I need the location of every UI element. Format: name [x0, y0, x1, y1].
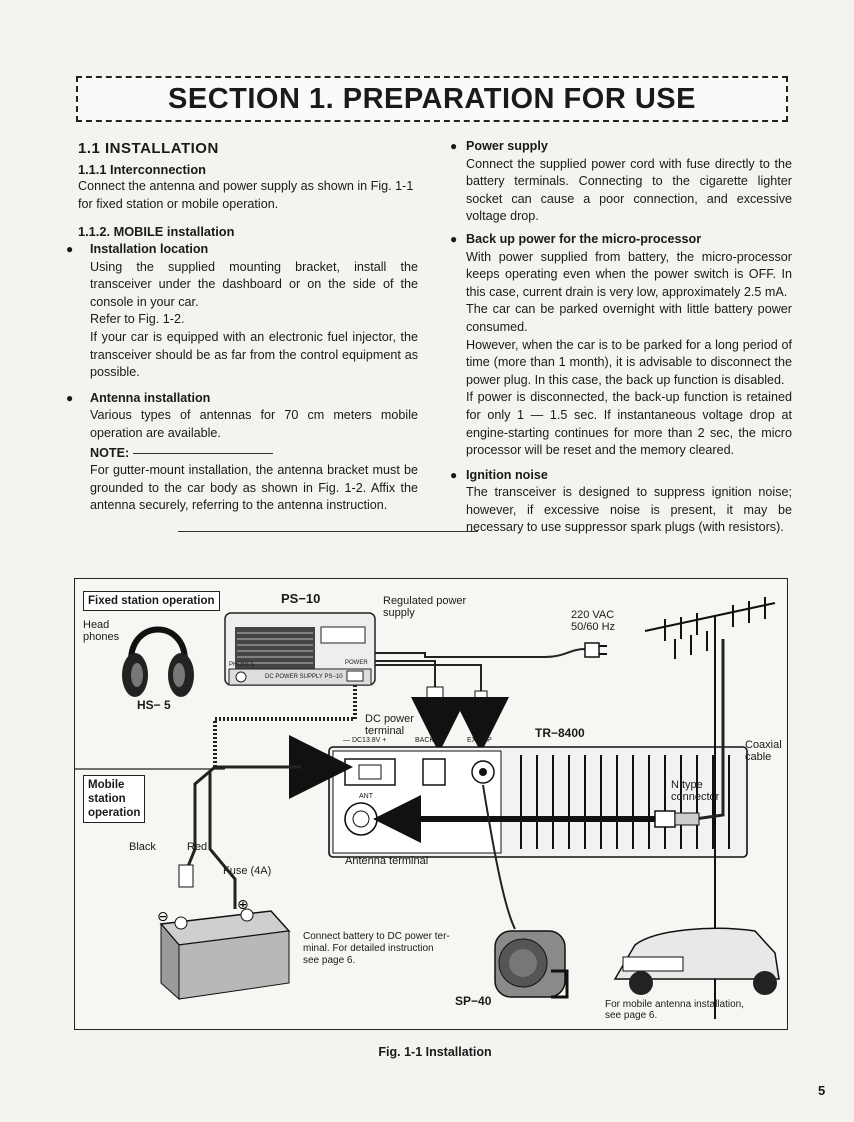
tr8400-label: TR−8400	[535, 726, 585, 740]
interconnection-text: Connect the antenna and power supply as shown in Fig. 1-1 for fixed station or mobile operation.	[78, 179, 414, 211]
subsection-interconnection: 1.1.1 Interconnection	[78, 161, 207, 177]
fuse-label: Fuse (4A)	[223, 865, 272, 877]
panel-extsp-label: EXT SP	[467, 737, 492, 744]
antenna-para-1: Various types of antennas for 70 cm meters mobile operation are available.	[90, 408, 418, 440]
n-type-connector-icon	[655, 811, 675, 827]
page-number: 5	[818, 1083, 826, 1098]
mobile-antenna-note-1: For mobile antenna installation,	[605, 999, 744, 1010]
connect-note-2: minal. For detailed instruction	[303, 943, 434, 954]
left-column	[66, 140, 418, 532]
section-heading: 1.1 INSTALLATION	[78, 140, 219, 157]
location-para-2: Refer to Fig. 1-2.	[90, 312, 185, 327]
location-para-1: Using the supplied mounting bracket, install the transceiver under the dashboard or on the side of the console in your car.	[90, 259, 418, 309]
ps-phones-label: PHONES	[229, 662, 255, 668]
backup-power-heading: Back up power for the micro-processor	[466, 231, 702, 246]
vac-label-1: 220 VAC	[571, 609, 615, 621]
power-supply-heading: Power supply	[466, 139, 548, 153]
bullet-icon: ●	[450, 231, 458, 246]
panel-dc-label: — DC13.8V +	[343, 737, 387, 744]
section-title: SECTION 1. PREPARATION FOR USE	[168, 82, 696, 115]
svg-text:⊕: ⊕	[237, 897, 249, 913]
antenna-terminal-label: Antenna terminal	[345, 855, 429, 867]
vac-label-2: 50/60 Hz	[571, 621, 616, 633]
mobile-antenna-note-2: see page 6.	[605, 1010, 658, 1021]
ignition-noise-text: The transceiver is designed to suppress ignition noise; however, if excessive noise is present, it may be necessary to use suppressor spark plugs (with resistors).	[466, 485, 792, 535]
panel-backup-label: BACK UP	[415, 737, 446, 744]
note-line	[78, 445, 418, 463]
right-column	[450, 138, 792, 537]
backup-para-4: If power is disconnected, the back-up function is retained for only 1 — 1.5 sec. If instantaneous voltage drop at engine-starting continues for more than 2 sec, the micro processor will be reset and the memory cleared.	[466, 390, 792, 458]
coaxial-label-2: cable	[745, 751, 772, 763]
ignition-noise-heading: Ignition noise	[466, 467, 548, 482]
ntype-label-2: connector	[671, 791, 720, 803]
mobile-box-line-2: station	[88, 793, 126, 805]
antenna-installation-heading: Antenna installation	[90, 390, 211, 405]
dc-power-label-2: terminal	[365, 725, 405, 737]
note-label: NOTE:	[90, 445, 130, 460]
dc-power-label-1: DC power	[365, 713, 414, 725]
backup-para-2: The car can be parked overnight with little battery power consumed.	[466, 302, 792, 334]
ps10-label: PS−10	[281, 591, 321, 606]
speaker-sp40-icon	[495, 931, 567, 997]
bullet-icon: ●	[450, 139, 458, 153]
installation-figure	[74, 578, 788, 1030]
panel-ant-label: ANT	[359, 793, 373, 800]
fixed-station-box: Fixed station operation	[83, 591, 220, 611]
headphones-label-2: phones	[83, 631, 120, 643]
column-end-rule	[178, 531, 478, 532]
red-wire-label: Red	[187, 841, 208, 853]
section-banner	[76, 76, 788, 122]
mobile-station-box	[83, 775, 145, 823]
figure-caption: Fig. 1-1 Installation	[378, 1045, 492, 1059]
installation-location-item	[66, 241, 418, 259]
bullet-icon: ●	[66, 241, 74, 256]
bullet-icon: ●	[66, 390, 74, 405]
headphones-icon	[122, 630, 194, 698]
note-rule	[133, 453, 273, 454]
antenna-installation-item	[66, 390, 418, 408]
connect-note-1: Connect battery to DC power ter-	[303, 931, 450, 942]
power-supply-text: Connect the supplied power cord with fuse directly to the battery terminals. Connecting to the cigarette lighter socket can cause a poor connection, and excessive voltage drop.	[466, 156, 792, 224]
backup-para-3: However, when the car is to be parked for a long period of time (more than 1 month), it is advisable to disconnect the power plug. In this case, the back up function is disabled.	[466, 337, 792, 387]
backup-para-1: With power supplied from battery, the micro-processor keeps operating even when the power switch is OFF. In this case, current drain is very low, approximately 2.5 mA.	[466, 249, 792, 299]
sp40-label: SP−40	[455, 994, 492, 1008]
mobile-box-line-3: operation	[88, 807, 141, 819]
mobile-box-line-1: Mobile	[88, 779, 125, 791]
svg-text:⊖: ⊖	[157, 909, 169, 925]
backup-power-item	[450, 231, 792, 249]
ps-power-label: POWER	[345, 660, 368, 666]
car-battery-icon	[157, 897, 289, 999]
installation-diagram	[75, 579, 787, 1029]
ignition-noise-item	[450, 467, 792, 485]
hs5-label: HS− 5	[137, 698, 171, 712]
regulated-label-2: supply	[383, 607, 415, 619]
power-supply-item	[450, 138, 792, 156]
ac-plug-icon	[585, 643, 607, 657]
ac-cord	[375, 649, 585, 657]
coaxial-label-1: Coaxial	[745, 739, 782, 751]
ps-front-label: DC POWER SUPPLY PS−10	[265, 674, 343, 680]
regulated-label-1: Regulated power	[383, 595, 467, 607]
black-wire-label: Black	[129, 841, 156, 853]
note-text: For gutter-mount installation, the antenna bracket must be grounded to the car body as shown in Fig. 1-2. Affix the antenna securely, referring to the antenna instruction.	[90, 463, 418, 513]
installation-location-heading: Installation location	[90, 241, 209, 256]
headphones-label-1: Head	[83, 619, 110, 631]
location-para-3: If your car is equipped with an electronic fuel injector, the transceiver should be as far from the control equipment as possible.	[90, 329, 418, 380]
car-icon	[615, 928, 779, 995]
ntype-label-1: N type	[671, 779, 703, 791]
bullet-icon: ●	[450, 467, 458, 482]
subsection-mobile-installation: 1.1.2. MOBILE installation	[78, 224, 235, 240]
connect-note-3: see page 6.	[303, 955, 356, 966]
